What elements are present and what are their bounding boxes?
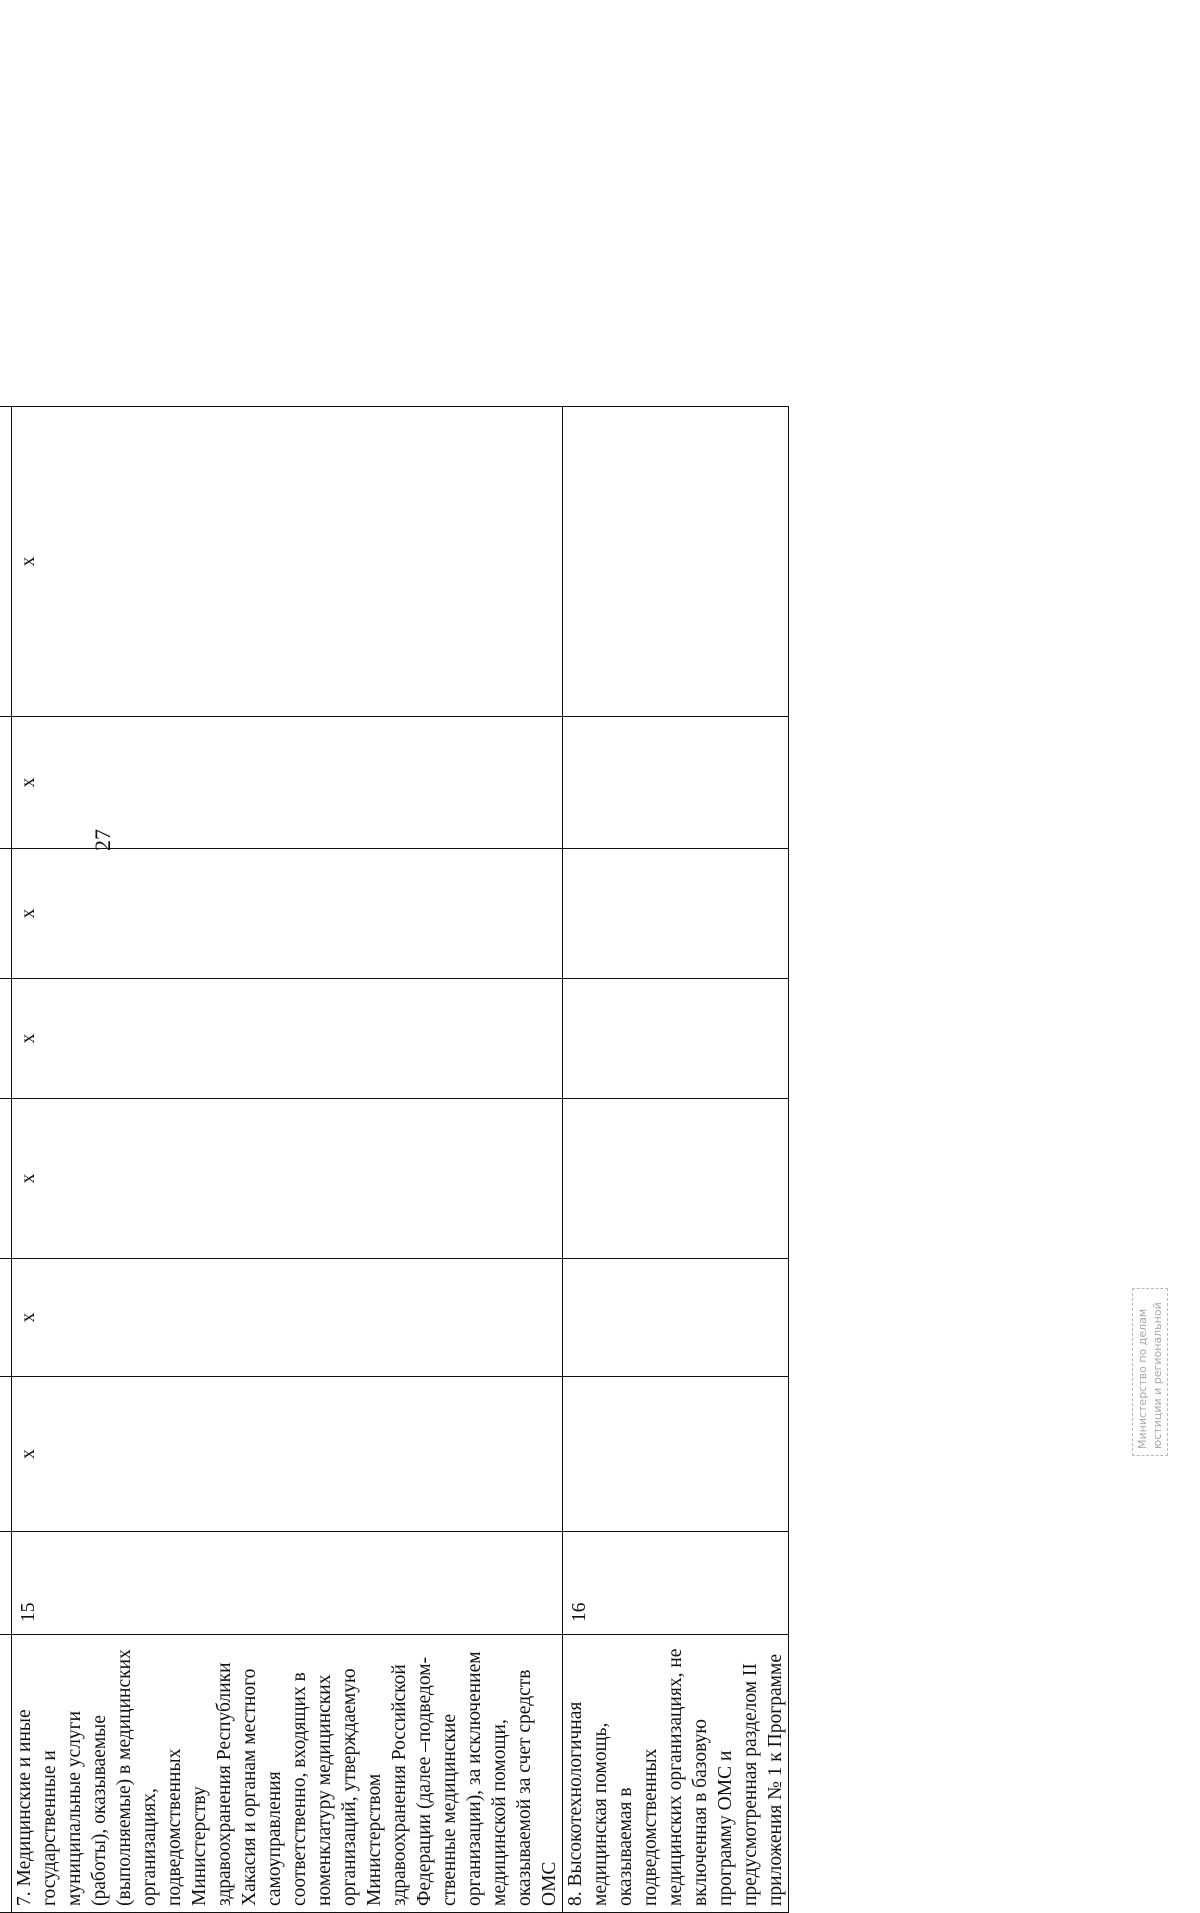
table-cell [0, 1099, 12, 1259]
table-cell: 8. Высокотехнологичная медицинская помощь, оказываемая в подведомственных медицинских организациях, не включенная в базовую программу ОМС и предусмотренная разделом II приложения № 1 к Программе [563, 1635, 789, 1913]
table-row [12, 407, 563, 1913]
table-cell: x [12, 1259, 563, 1377]
table-cell: 7. Медицинские и иные государственные и муниципальные услуги (работы), оказываемые (выполняемые) в медицинских организациях, подведомственных Министерству здравоохранения Республики Хакасия и органам местного самоуправления соответственно, входящих в номенклатуру медицинских организаций, утверждаемую Министерством здравоохранения Российской Федерации (далее –подведом-ственные медицинские организации), за исключением медицинской помощи, оказываемой за счет средств ОМС [12, 1635, 563, 1913]
table-cell [0, 1532, 12, 1635]
registration-stamp [1132, 1288, 1168, 1456]
table-cell: x [12, 849, 563, 979]
table-cell [0, 1635, 12, 1913]
table-cell [0, 407, 12, 717]
table-cell [0, 849, 12, 979]
table-cell [0, 1259, 12, 1377]
page-number: 27 [90, 829, 115, 851]
table-cell [563, 407, 789, 717]
data-table [0, 407, 786, 1913]
table-cell [563, 1259, 789, 1377]
table-cell [563, 1099, 789, 1259]
table-cell: x [12, 717, 563, 849]
table-cell [563, 717, 789, 849]
table-cell [563, 1377, 789, 1532]
table-row [0, 407, 12, 1913]
table-cell [0, 1377, 12, 1532]
stamp-line-2: юстиции и региональной [1151, 1302, 1164, 1449]
table-cell: x [12, 1377, 563, 1532]
table-cell [0, 717, 12, 849]
table-cell [0, 979, 12, 1099]
table-row [563, 407, 789, 1913]
table-cell: 16 [563, 1532, 789, 1635]
table-cell: x [12, 1099, 563, 1259]
table-cell: x [12, 979, 563, 1099]
table-cell [563, 849, 789, 979]
table-cell [563, 979, 789, 1099]
stamp-line-1: Министерство по делам [1136, 1308, 1149, 1449]
table-cell: 15 [12, 1532, 563, 1635]
table-cell: x [12, 407, 563, 717]
